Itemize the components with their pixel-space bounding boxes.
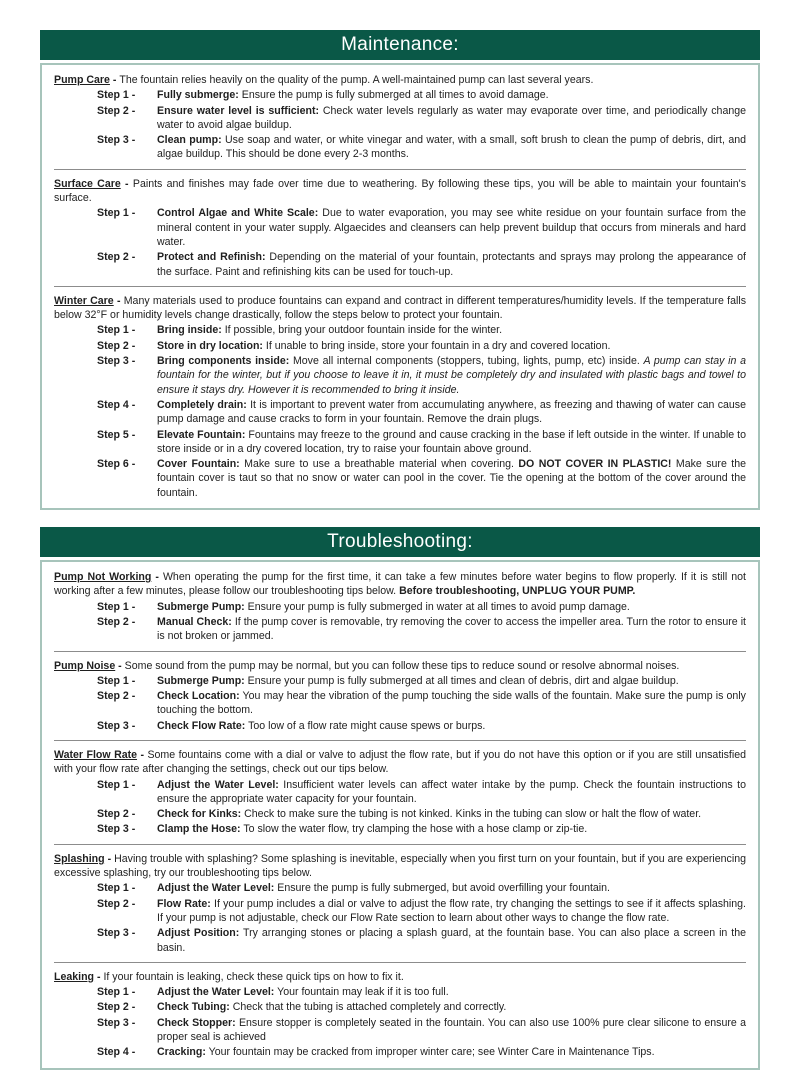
step-number: Step 1 - — [97, 882, 136, 895]
step-text — [157, 689, 746, 718]
topic-intro-text — [54, 571, 746, 597]
step-number: Step 2 - — [97, 104, 136, 117]
text-run: To slow the water flow, try clamping the hose with a hose clamp or zip-tie. — [240, 823, 588, 836]
topic-intro — [54, 294, 746, 323]
step-item — [54, 88, 746, 102]
steps-list — [54, 881, 746, 954]
step-text — [157, 250, 746, 279]
step-text — [157, 600, 746, 614]
topic-name: Splashing — [54, 852, 105, 865]
step-title: Fully submerge: — [157, 89, 239, 102]
step-number: Step 3 - — [97, 927, 136, 940]
topic-intro-text — [94, 971, 404, 983]
topic-intro-text — [54, 295, 746, 321]
step-description — [157, 1017, 746, 1043]
text-run: Ensure your pump is fully submerged at all times and clean of debris, dirt and algae buildup. — [244, 674, 679, 687]
step-title: Clean pump: — [157, 134, 222, 147]
step-number: Step 1 - — [97, 89, 136, 102]
topic-name: Winter Care — [54, 294, 114, 307]
text-run: Move all internal components (stoppers, tubing, lights, pump, etc) inside. — [289, 355, 644, 368]
text-run: If unable to bring inside, store your fountain in a dry and covered location. — [262, 339, 611, 352]
text-run: - — [104, 852, 115, 865]
text-run: If the pump cover is removable, try removing the cover to access the impeller area. Turn the rotor to ensure it is not broken or jammed. — [157, 615, 746, 643]
topic-intro — [54, 659, 746, 673]
text-run: Paints and finishes may fade over time due to weathering. By following these tips, you will be able to maintain your fountain's surface. — [54, 177, 746, 205]
step-number: Step 2 - — [97, 339, 136, 352]
topic-name: Pump Noise — [54, 659, 116, 672]
text-run: If your pump includes a dial or valve to adjust the flow rate, try changing the settings to see if it affects splashing. If your pump is not adjustable, check our Flow Rate section to learn about other ways to change the flow rate. — [157, 897, 746, 924]
maintenance-panel — [40, 30, 760, 510]
step-number: Step 2 - — [97, 615, 136, 628]
steps-list — [54, 88, 746, 161]
topic-intro-text — [115, 660, 679, 672]
step-item — [54, 1000, 746, 1014]
step-title: Adjust Position: — [157, 927, 240, 940]
maintenance-title: Maintenance: — [341, 34, 459, 55]
topic-name: Pump Not Working — [54, 571, 152, 584]
steps-list — [54, 600, 746, 644]
step-item — [54, 881, 746, 895]
step-text — [157, 807, 746, 821]
text-run: Some sound from the pump may be normal, but you can follow these tips to reduce sound or resolve abnormal noises. — [124, 659, 680, 672]
step-description — [245, 601, 630, 613]
text-run: Ensure stopper is completely seated in the fountain. You can also use 100% pure clear silicone to ensure a proper seal is achieved — [157, 1016, 746, 1044]
step-text — [157, 926, 746, 955]
text-run: Some fountains come with a dial or valve to adjust the flow rate, but if you do not have this option or if you are still unsatisfied with your flow rate after changing the settings, check out our tips below. — [54, 748, 746, 776]
step-description — [157, 690, 746, 716]
step-description — [206, 1046, 655, 1058]
topic-name: Pump Care — [54, 74, 110, 86]
step-item — [54, 778, 746, 807]
step-item — [54, 674, 746, 688]
step-item — [54, 339, 746, 353]
text-run: DO NOT COVER IN PLASTIC! — [518, 458, 672, 471]
topic-name: Leaking — [54, 970, 95, 983]
text-run: If your fountain is leaking, check these quick tips on how to fix it. — [103, 970, 404, 983]
topic-intro — [54, 748, 746, 777]
steps-list — [54, 985, 746, 1059]
step-title: Check Flow Rate: — [157, 719, 246, 732]
step-item — [54, 428, 746, 457]
step-text — [157, 719, 746, 733]
text-run: Too low of a flow rate might cause spews or burps. — [245, 719, 486, 732]
text-run: - — [109, 74, 120, 86]
text-run: It is important to prevent water from accumulating anywhere, as freezing and thawing of water can cause pump damage and cause cracks to form in your fountain. Remove the drain plugs. — [157, 398, 746, 426]
step-description — [157, 134, 746, 160]
step-item — [54, 719, 746, 733]
topic-section — [54, 748, 746, 837]
step-description — [157, 898, 746, 924]
troubleshooting-panel — [40, 527, 760, 1070]
topic-intro — [54, 570, 746, 599]
step-title: Store in dry location: — [157, 339, 263, 352]
step-text — [157, 339, 746, 353]
maintenance-body — [40, 63, 760, 510]
step-title: Flow Rate: — [157, 897, 211, 910]
step-number: Step 5 - — [97, 428, 136, 441]
step-item — [54, 807, 746, 821]
text-run: Make sure the fountain cover is taut so that no snow or water can pool in the cover. Tie the opening at the bottom of the cover around the fountain. — [157, 458, 746, 499]
text-run: - — [94, 970, 104, 983]
topic-intro-text — [54, 178, 746, 204]
step-number: Step 4 - — [97, 1046, 136, 1059]
step-number: Step 3 - — [97, 719, 136, 732]
step-number: Step 4 - — [97, 398, 136, 411]
topic-section — [54, 294, 746, 500]
step-text — [157, 133, 746, 162]
step-text — [157, 615, 746, 644]
topic-intro-text — [54, 749, 746, 775]
step-title: Adjust the Water Level: — [157, 986, 275, 999]
step-text — [157, 881, 746, 895]
step-number: Step 2 - — [97, 897, 136, 910]
step-title: Adjust the Water Level: — [157, 778, 279, 791]
step-text — [157, 104, 746, 133]
step-title: Elevate Fountain: — [157, 428, 246, 441]
steps-list — [54, 778, 746, 837]
section-divider — [54, 651, 746, 652]
step-item — [54, 104, 746, 133]
text-run: - — [113, 294, 124, 307]
step-number: Step 6 - — [97, 458, 136, 471]
step-title: Bring components inside: — [157, 355, 290, 368]
text-run: Many materials used to produce fountains can expand and contract in different temperatures/humidity levels. If the temperature falls below 32°F or humidity levels change drastically, follow the steps below to protect your fountain. — [54, 294, 746, 322]
step-text — [157, 323, 746, 337]
step-description — [157, 927, 746, 953]
topic-intro-text — [54, 853, 746, 879]
step-item — [54, 398, 746, 427]
step-title: Clamp the Hose: — [157, 823, 241, 836]
topic-intro — [54, 177, 746, 206]
step-description — [245, 675, 679, 687]
step-description — [239, 89, 549, 101]
text-run: Your fountain may leak if it is too full. — [274, 986, 449, 999]
step-number: Step 2 - — [97, 251, 136, 264]
text-run: Ensure your pump is fully submerged in water at all times to avoid pump damage. — [244, 600, 630, 613]
step-item — [54, 985, 746, 999]
text-run: Ensure the pump is fully submerged, but avoid overfilling your fountain. — [274, 882, 610, 895]
step-text — [157, 985, 746, 999]
step-title: Cover Fountain: — [157, 458, 240, 471]
step-title: Check Tubing: — [157, 1001, 230, 1014]
topic-name: Water Flow Rate — [54, 748, 138, 761]
text-run: Use soap and water, or white vinegar and water, with a small, soft brush to clean the pump of debris, dirt, and algae buildup. This should be done every 2-3 months. — [157, 134, 746, 161]
step-title: Cracking: — [157, 1046, 206, 1059]
topic-section — [54, 177, 746, 279]
text-run: Check that the tubing is attached completely and correctly. — [229, 1001, 507, 1014]
step-number: Step 1 - — [97, 986, 136, 999]
text-run: Your fountain may be cracked from improper winter care; see Winter Care in Maintenance Tips. — [205, 1046, 655, 1059]
step-description — [241, 808, 701, 820]
step-title: Ensure water level is sufficient: — [157, 104, 320, 117]
topic-intro — [54, 852, 746, 881]
step-text — [157, 354, 746, 397]
text-run: Before troubleshooting, UNPLUG YOUR PUMP. — [399, 585, 636, 598]
text-run: - — [137, 748, 148, 761]
text-run: When operating the pump for the first time, it can take a few minutes before water begins to flow properly. If it is still not working after a few minutes, please follow our troubleshooting tips below. — [54, 571, 746, 598]
step-text — [157, 457, 746, 500]
text-run: - — [120, 177, 133, 190]
troubleshooting-header-bar — [40, 527, 760, 557]
step-item — [54, 615, 746, 644]
step-title: Check Location: — [157, 690, 240, 703]
text-run: Due to water evaporation, you may see white residue on your fountain surface from the mineral content in your water supply. Algaecides and cleansers can help prevent buildup that occurs from minerals and hard water. — [157, 207, 746, 248]
step-number: Step 1 - — [97, 600, 136, 613]
text-run: You may hear the vibration of the pump touching the side walls of the fountain. Make sure the pump is only touching the bottom. — [157, 690, 746, 717]
step-item — [54, 354, 746, 397]
step-description — [230, 1001, 507, 1013]
step-number: Step 1 - — [97, 778, 136, 791]
step-description — [157, 616, 746, 642]
step-number: Step 1 - — [97, 674, 136, 687]
steps-list — [54, 206, 746, 278]
step-title: Adjust the Water Level: — [157, 882, 275, 895]
text-run: - — [151, 571, 163, 584]
step-item — [54, 133, 746, 162]
step-text — [157, 398, 746, 427]
step-item — [54, 897, 746, 926]
step-title: Bring inside: — [157, 324, 222, 337]
section-divider — [54, 844, 746, 845]
step-number: Step 2 - — [97, 808, 136, 821]
step-text — [157, 88, 746, 102]
step-text — [157, 1016, 746, 1045]
step-text — [157, 674, 746, 688]
text-run: Depending on the material of your fountain, protectants and sprays may prolong the appearance of the surface. Paint and refinishing kits can be used for touch-up. — [157, 251, 746, 278]
topic-intro — [54, 970, 746, 984]
step-description — [274, 986, 448, 998]
step-number: Step 3 - — [97, 355, 136, 368]
step-description — [274, 882, 610, 894]
step-title: Check Stopper: — [157, 1016, 236, 1029]
topic-section — [54, 659, 746, 733]
step-title: Submerge Pump: — [157, 600, 245, 613]
step-text — [157, 1045, 746, 1059]
step-text — [157, 1000, 746, 1014]
troubleshooting-body — [40, 560, 760, 1070]
topic-intro-text — [110, 74, 593, 86]
section-divider — [54, 169, 746, 170]
step-item — [54, 457, 746, 500]
step-number: Step 3 - — [97, 134, 136, 147]
step-number: Step 3 - — [97, 823, 136, 836]
step-number: Step 2 - — [97, 1001, 136, 1014]
topic-name: Surface Care — [54, 177, 121, 190]
step-number: Step 3 - — [97, 1016, 136, 1029]
text-run: Check to make sure the tubing is not kinked. Kinks in the tubing can slow or halt the flow of water. — [241, 808, 702, 821]
text-run: Ensure the pump is fully submerged at all times to avoid damage. — [238, 89, 549, 102]
step-description — [222, 324, 502, 336]
step-item — [54, 926, 746, 955]
steps-list — [54, 674, 746, 733]
step-title: Manual Check: — [157, 615, 232, 628]
text-run: A pump can stay in a fountain for the winter, but if you choose to leave it in, it must be completely dry and insulated with plastic bags and towel to ensure it stays dry. However it is recommended to bring it inside. — [157, 355, 746, 396]
topic-intro — [54, 73, 746, 87]
step-description — [245, 720, 485, 732]
section-divider — [54, 962, 746, 963]
step-number: Step 1 - — [97, 207, 136, 220]
text-run: Insufficient water levels can affect water intake by the pump. Check the fountain instructions to ensure the appropriate water capacity for your fountain. — [157, 778, 746, 805]
step-text — [157, 822, 746, 836]
step-text — [157, 897, 746, 926]
step-text — [157, 206, 746, 249]
step-description — [241, 823, 588, 835]
step-number: Step 2 - — [97, 690, 136, 703]
step-text — [157, 778, 746, 807]
step-number: Step 1 - — [97, 324, 136, 337]
step-item — [54, 1045, 746, 1059]
text-run: Try arranging stones or placing a splash guard, at the fountain base. You can also place a screen in the basin. — [157, 927, 746, 954]
step-title: Submerge Pump: — [157, 674, 245, 687]
text-run: The fountain relies heavily on the quality of the pump. A well-maintained pump can last several years. — [119, 74, 594, 86]
topic-section — [54, 970, 746, 1060]
step-text — [157, 428, 746, 457]
step-item — [54, 250, 746, 279]
section-divider — [54, 740, 746, 741]
text-run: - — [115, 659, 125, 672]
step-title: Completely drain: — [157, 398, 247, 411]
step-description — [157, 429, 746, 455]
text-run: If possible, bring your outdoor fountain inside for the winter. — [221, 324, 503, 337]
step-item — [54, 1016, 746, 1045]
step-item — [54, 323, 746, 337]
text-run: Fountains may freeze to the ground and cause cracking in the base if left outside in the winter. If unable to store inside or in a dry covered location, try to raise your fountain above ground. — [157, 428, 746, 455]
text-run: Make sure to use a breathable material when covering. — [239, 458, 519, 471]
step-description — [263, 340, 610, 352]
step-description — [157, 458, 746, 499]
section-divider — [54, 286, 746, 287]
text-run: Having trouble with splashing? Some splashing is inevitable, especially when you first turn on your fountain, but if you are experiencing excessive splashing, try our troubleshooting tips below. — [54, 852, 746, 880]
step-title: Protect and Refinish: — [157, 251, 266, 264]
step-item — [54, 689, 746, 718]
steps-list — [54, 323, 746, 500]
text-run: Check water levels regularly as water may evaporate over time, and periodically change water to avoid algae buildup. — [157, 104, 747, 131]
topic-section — [54, 73, 746, 162]
step-title: Control Algae and White Scale: — [157, 207, 319, 220]
maintenance-header-bar — [40, 30, 760, 60]
step-item — [54, 206, 746, 249]
step-item — [54, 600, 746, 614]
troubleshooting-title: Troubleshooting: — [327, 531, 473, 553]
step-item — [54, 822, 746, 836]
topic-section — [54, 852, 746, 955]
step-title: Check for Kinks: — [157, 808, 242, 821]
topic-section — [54, 570, 746, 643]
